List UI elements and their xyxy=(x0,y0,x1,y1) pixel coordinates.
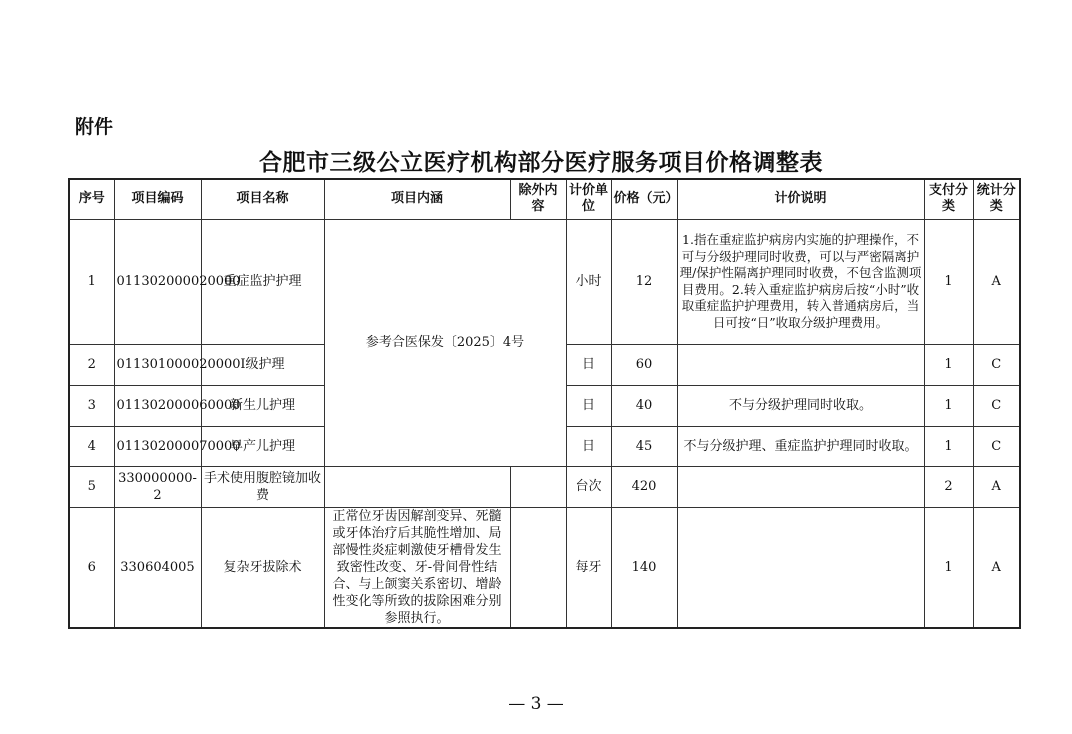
cell-stat: A xyxy=(973,466,1020,507)
cell-stat: C xyxy=(973,344,1020,385)
cell-stat: A xyxy=(973,219,1020,344)
cell-code: 330000000-2 xyxy=(114,466,201,507)
cell-payment: 1 xyxy=(924,344,973,385)
cell-code: 011302000060000 xyxy=(114,385,201,426)
cell-code: 330604005 xyxy=(114,507,201,628)
header-unit: 计价单位 xyxy=(566,179,611,219)
cell-code: 011301000020000 xyxy=(114,344,201,385)
cell-seq: 6 xyxy=(69,507,114,628)
table-header-row xyxy=(69,179,1020,219)
cell-name: 重症监护护理 xyxy=(201,219,324,344)
cell-notes xyxy=(677,344,924,385)
cell-seq: 5 xyxy=(69,466,114,507)
header-excluded: 除外内容 xyxy=(510,179,566,219)
cell-price: 40 xyxy=(611,385,677,426)
attachment-label: 附件 xyxy=(75,116,114,138)
cell-code: 011302000070000 xyxy=(114,426,201,466)
cell-unit: 小时 xyxy=(566,219,611,344)
price-adjustment-table xyxy=(68,178,1021,629)
cell-notes xyxy=(677,466,924,507)
page-number: — 3 — xyxy=(508,694,564,714)
cell-payment: 1 xyxy=(924,219,973,344)
cell-unit: 日 xyxy=(566,426,611,466)
header-name: 项目名称 xyxy=(201,179,324,219)
cell-notes: 1.指在重症监护病房内实施的护理操作，不可与分级护理同时收费，可以与严密隔离护理/保护性隔离护理同时收费，不包含监测项目费用。2.转入重症监护病房后按“小时”收取重症监护护理费用，转入普通病房后，当日可按“日”收取分级护理费用。 xyxy=(677,219,924,344)
cell-unit: 日 xyxy=(566,385,611,426)
header-payment: 支付分类 xyxy=(924,179,973,219)
cell-price: 140 xyxy=(611,507,677,628)
cell-name: 新生儿护理 xyxy=(201,385,324,426)
cell-seq: 3 xyxy=(69,385,114,426)
cell-excluded xyxy=(510,507,566,628)
cell-stat: A xyxy=(973,507,1020,628)
cell-stat: C xyxy=(973,385,1020,426)
cell-payment: 2 xyxy=(924,466,973,507)
header-content: 项目内涵 xyxy=(324,179,510,219)
cell-unit: 每牙 xyxy=(566,507,611,628)
document-title: 合肥市三级公立医疗机构部分医疗服务项目价格调整表 xyxy=(259,150,823,176)
cell-unit: 日 xyxy=(566,344,611,385)
cell-seq: 1 xyxy=(69,219,114,344)
cell-unit: 台次 xyxy=(566,466,611,507)
cell-payment: 1 xyxy=(924,507,973,628)
cell-name: 手术使用腹腔镜加收费 xyxy=(201,466,324,507)
table-row xyxy=(69,466,1020,507)
cell-price: 420 xyxy=(611,466,677,507)
cell-code: 011302000020000 xyxy=(114,219,201,344)
cell-price: 60 xyxy=(611,344,677,385)
cell-content-merged: 参考合医保发〔2025〕4号 xyxy=(324,219,566,466)
cell-payment: 1 xyxy=(924,385,973,426)
cell-name: Ⅰ级护理 xyxy=(201,344,324,385)
cell-content: 正常位牙齿因解剖变异、死髓或牙体治疗后其脆性增加、局部慢性炎症刺激使牙槽骨发生致密性改变、牙-骨间骨性结合、与上颌窦关系密切、增龄性变化等所致的拔除困难分别参照执行。 xyxy=(324,507,510,628)
cell-excluded xyxy=(510,466,566,507)
cell-notes: 不与分级护理、重症监护护理同时收取。 xyxy=(677,426,924,466)
header-notes: 计价说明 xyxy=(677,179,924,219)
cell-stat: C xyxy=(973,426,1020,466)
header-seq: 序号 xyxy=(69,179,114,219)
cell-name: 复杂牙拔除术 xyxy=(201,507,324,628)
cell-seq: 2 xyxy=(69,344,114,385)
table-row xyxy=(69,507,1020,628)
cell-notes: 不与分级护理同时收取。 xyxy=(677,385,924,426)
header-stat: 统计分类 xyxy=(973,179,1020,219)
cell-notes xyxy=(677,507,924,628)
header-price: 价格（元） xyxy=(611,179,677,219)
cell-payment: 1 xyxy=(924,426,973,466)
cell-seq: 4 xyxy=(69,426,114,466)
cell-price: 45 xyxy=(611,426,677,466)
header-code: 项目编码 xyxy=(114,179,201,219)
cell-name: 早产儿护理 xyxy=(201,426,324,466)
table-row xyxy=(69,219,1020,344)
cell-content xyxy=(324,466,510,507)
cell-price: 12 xyxy=(611,219,677,344)
